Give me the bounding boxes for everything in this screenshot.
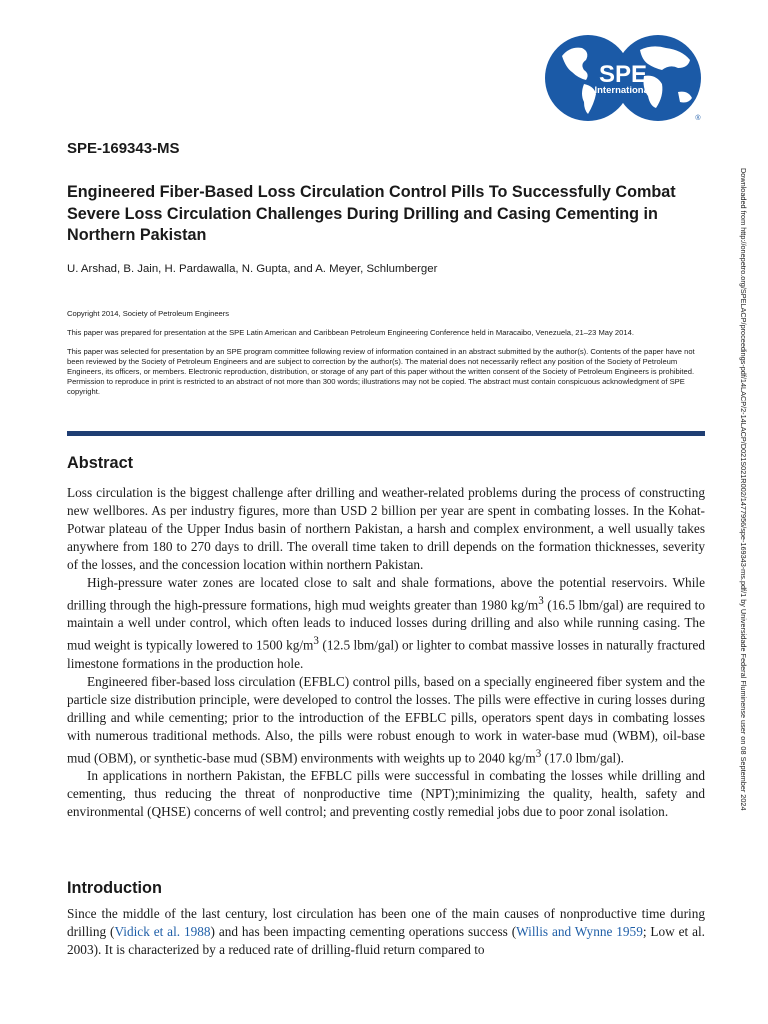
paper-id: SPE-169343-MS [67, 140, 180, 157]
introduction-paragraph: Since the middle of the last century, lost circulation has been one of the main causes of nonproductive time during drilling (Vidick et al. 1988) and has been impacting cementing operations success (Willis and Wynne 1959; Low et al. 2003). It is characterized by a reduced rate of drilling-fluid return compared to [67, 906, 706, 957]
spe-globe-icon [540, 34, 706, 122]
disclaimer-note: This paper was selected for presentation by an SPE program committee following review of information contained in an abstract submitted by the author(s). Contents of the paper have not been reviewed by the Society of Petroleum Engineers and are subject to correction by the author(s). The material does not necessarily reflect any position of the Society of Petroleum Engineers, its officers, or members. Electronic reproduction, distribution, or storage of any part of this paper without the written consent of the Society of Petroleum Engineers is prohibited. Permission to reproduce in print is restricted to an abstract of not more than 300 words; illustrations may not be copied. The abstract must contain conspicuous acknowledgment of SPE copyright. [67, 346, 695, 396]
abstract-heading: Abstract [67, 454, 134, 472]
abstract-paragraph: Loss circulation is the biggest challenge after drilling and weather-related problems during the process of constructing new wellbores. As per industry figures, more than USD 2 billion per year are spent in combating losses. In the Kohat-Potwar plateau of the Upper Indus basin of northern Pakistan, a harsh and complex environment, a well usually takes anywhere from 180 to 270 days to drill. The overall time taken to drill depends on the formation thicknesses, severity of the losses, and the concession location within northern Pakistan. [67, 485, 705, 572]
download-watermark-text: Downloaded from http://onepetro.org/SPELACP/proceedings-pdf/14LACP/2-14LACP/D021S021R002/1477956/spe-169343-ms.pdf/1 by Universidade Federal Fluminense user on 08 September 2024 [739, 168, 748, 811]
spe-logo [540, 34, 706, 122]
citation-link[interactable]: Vidick et al. 1988 [114, 924, 211, 939]
conference-note: This paper was prepared for presentation at the SPE Latin American and Caribbean Petroleum Engineering Conference held in Maracaibo, Venezuela, 21–23 May 2014. [67, 328, 634, 337]
logo-name: SPE [598, 61, 648, 88]
abstract-paragraph: In applications in northern Pakistan, the EFBLC pills were successful in combating the losses while drilling and cementing, thus reducing the threat of nonproductive time (NPT);minimizing the quality, health, safety and environmental (QHSE) concerns of well control; and preventing costly remedial jobs due to poor zonal isolation. [67, 768, 705, 820]
registered-mark: ® [695, 115, 701, 122]
logo-sub: International [594, 85, 652, 96]
header-rule [67, 431, 705, 436]
citation-link[interactable]: Willis and Wynne 1959 [516, 924, 643, 939]
authors: U. Arshad, B. Jain, H. Pardawalla, N. Gupta, and A. Meyer, Schlumberger [67, 263, 438, 275]
abstract-paragraph: Engineered fiber-based loss circulation (EFBLC) control pills, based on a specially engineered fiber system and the particle size distribution principle, were developed to control the losses. The pills were effective in curing losses during drilling and while cementing; prior to the introduction of the EFBLC pills, operators spent days in combating losses with numerous traditional methods. Also, the pills were robust enough to work in water-base mud (WBM), oil-base mud (OBM), or synthetic-base mud (SBM) environments with weights up to 2040 $kg/m^3$ (17.0 lbm/gal). [67, 673, 705, 766]
copyright-block [67, 309, 705, 405]
download-watermark [738, 168, 750, 862]
abstract-body [67, 484, 705, 821]
introduction-heading: Introduction [67, 879, 162, 897]
abstract-paragraph: High-pressure water zones are located close to salt and shale formations, above the potential reservoirs. While drilling through the high-pressure formations, high mud weights greater than 1980 $kg/m^3$ (16.5 lbm/gal) are required to maintain a well under control, which often leads to induced losses during drilling and also while running casing. The mud weight is typically lowered to 1500 $kg/m^3$ (12.5 lbm/gal) or lighter to combat massive losses in naturally fractured limestone formations in the production hole. [67, 575, 705, 671]
copyright-line: Copyright 2014, Society of Petroleum Engineers [67, 309, 230, 318]
paper-title: Engineered Fiber-Based Loss Circulation Control Pills To Successfully Combat Severe Loss Circulation Challenges During Drilling and Casing Cementing in Northern Pakistan [67, 183, 676, 244]
